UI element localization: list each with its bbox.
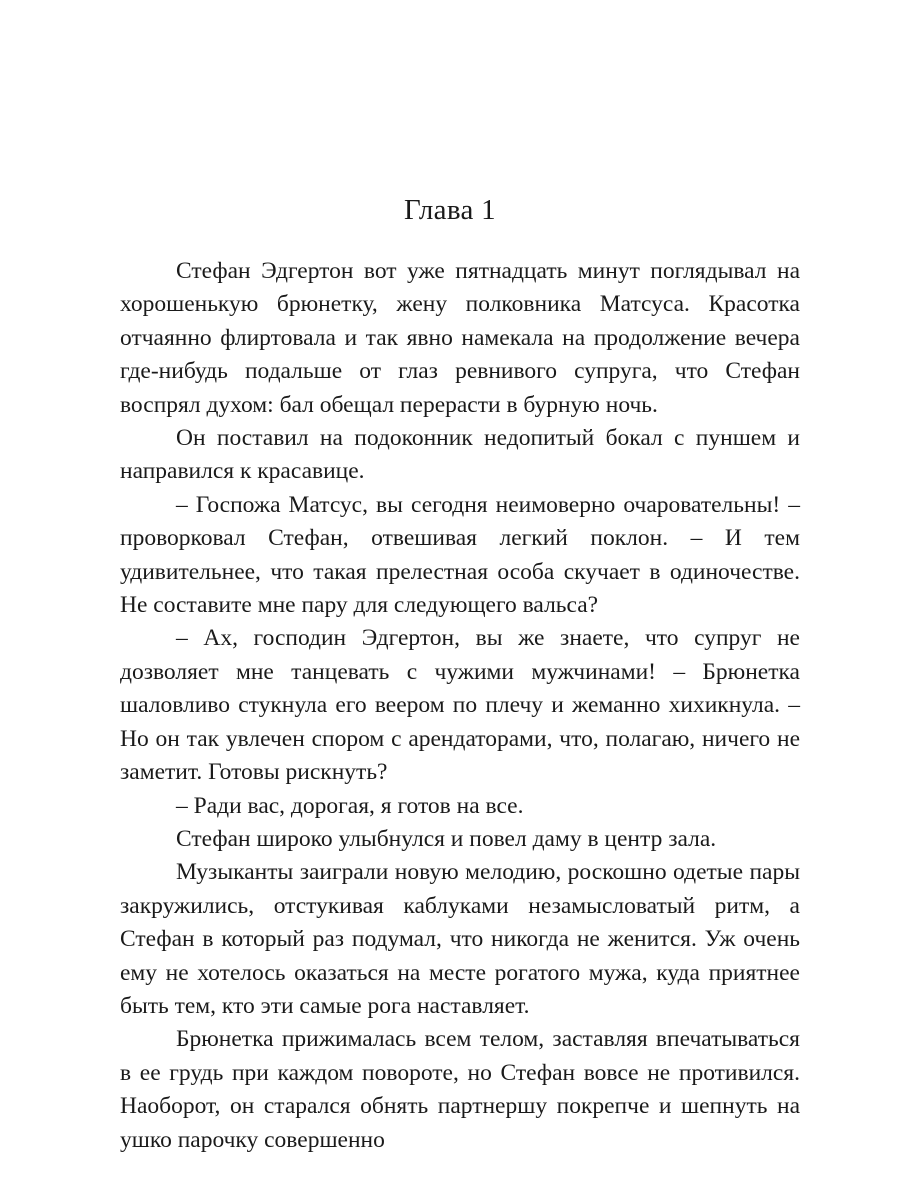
chapter-text [120, 255, 800, 1157]
chapter-title: Глава 1 [404, 194, 496, 226]
paragraph: Стефан Эдгертон вот уже пятнадцать минут поглядывал на хорошенькую брюнетку, жену полковника Матсуса. Красотка отчаянно флиртовала и так явно намекала на продолжение вечера где-нибудь подальше от глаз ревнивого супруга, что Стефан воспрял духом: бал обещал перерасти в бурную ночь. [120, 258, 800, 418]
paragraph: Музыканты заиграли новую мелодию, роскошно одетые пары закружились, отстукивая каблуками незамысловатый ритм, а Стефан в который раз подумал, что никогда не женится. Уж очень ему не хотелось оказаться на месте рогатого мужа, куда приятнее быть тем, кто эти самые рога наставляет. [120, 859, 800, 1019]
paragraph: – Госпожа Матсус, вы сегодня неимоверно очаровательны! – проворковал Стефан, отвешивая легкий поклон. – И тем удивительнее, что такая прелестная особа скучает в одиночестве. Не составите мне пару для следующего вальса? [120, 491, 800, 619]
paragraph: – Ради вас, дорогая, я готов на все. [176, 792, 524, 819]
paragraph: Он поставил на подоконник недопитый бокал с пуншем и направился к красавице. [120, 425, 800, 485]
paragraph: Брюнетка прижималась всем телом, заставляя впечатываться в ее грудь при каждом повороте, но Стефан вовсе не противился. Наоборот, он старался обнять партнершу покрепче и шепнуть на ушко парочку совершенно [120, 1026, 800, 1153]
paragraph: Стефан широко улыбнулся и повел даму в центр зала. [176, 825, 717, 852]
paragraph: – Ах, господин Эдгертон, вы же знаете, что супруг не дозволяет мне танцевать с чужими мужчинами! – Брюнетка шаловливо стукнула его веером по плечу и жеманно хихикнула. – Но он так увлечен спором с арендаторами, что, полагаю, ничего не заметит. Готовы рискнуть? [120, 625, 800, 786]
